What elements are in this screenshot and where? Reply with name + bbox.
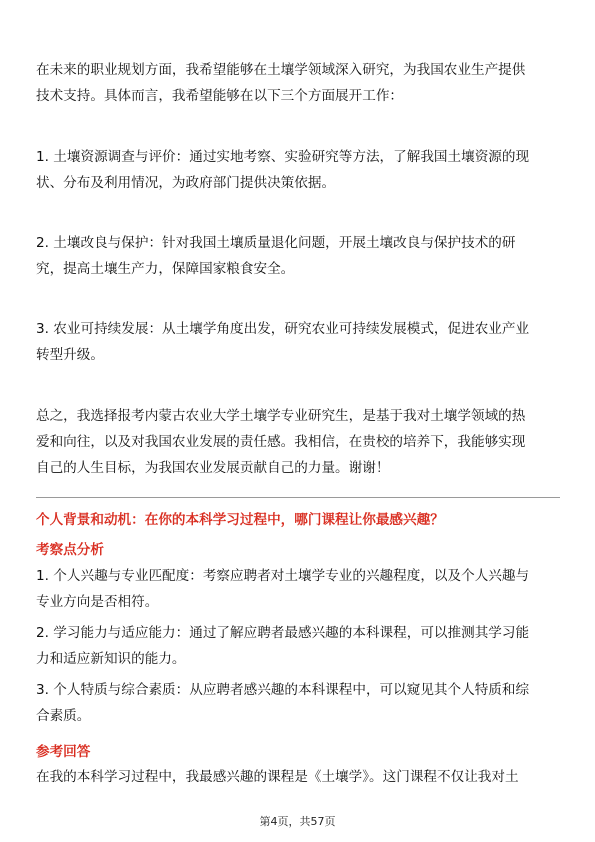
plan-item-3-line-2: 转型升级。 [36, 347, 104, 363]
plan-item-2-line-1: 2. 土壤改良与保护：针对我国土壤质量退化问题，开展土壤改良与保护技术的研 [36, 235, 516, 251]
plan-item-3 [36, 316, 562, 368]
plan-item-2 [36, 230, 562, 282]
plan-item-1-line-2: 状、分布及利用情况，为政府部门提供决策依据。 [36, 175, 336, 191]
conclusion-line-3: 自己的人生目标，为我国农业发展贡献自己的力量。谢谢！ [36, 460, 390, 476]
analysis-item-2 [36, 620, 562, 672]
intro-line-2: 技术支持。具体而言，我希望能够在以下三个方面展开工作： [36, 88, 404, 104]
plan-item-1 [36, 144, 562, 196]
answer-paragraph [36, 764, 562, 790]
page-number-footer: 第4页，共57页 [259, 815, 336, 828]
document-page [36, 0, 562, 842]
intro-line-1: 在未来的职业规划方面，我希望能够在土壤学领域深入研究，为我国农业生产提供 [36, 62, 526, 78]
analysis-heading: 考察点分析 [36, 542, 104, 558]
intro-paragraph [36, 57, 562, 109]
conclusion-paragraph [36, 403, 562, 481]
question-heading: 个人背景和动机：在你的本科学习过程中，哪门课程让你最感兴趣？ [36, 512, 444, 528]
analysis-item-2-line-1: 2. 学习能力与适应能力：通过了解应聘者最感兴趣的本科课程，可以推测其学习能 [36, 625, 530, 641]
conclusion-line-1: 总之，我选择报考内蒙古农业大学土壤学专业研究生，是基于我对土壤学领域的热 [36, 408, 526, 424]
plan-item-1-line-1: 1. 土壤资源调查与评价：通过实地考察、实验研究等方法，了解我国土壤资源的现 [36, 149, 530, 165]
analysis-item-3-line-1: 3. 个人特质与综合素质：从应聘者感兴趣的本科课程中，可以窥见其个人特质和综 [36, 682, 530, 698]
analysis-item-1 [36, 563, 562, 615]
plan-item-3-line-1: 3. 农业可持续发展：从土壤学角度出发，研究农业可持续发展模式，促进农业产业 [36, 321, 530, 337]
conclusion-line-2: 爱和向往，以及对我国农业发展的责任感。我相信，在贵校的培养下，我能够实现 [36, 434, 526, 450]
answer-line-1: 在我的本科学习过程中，我最感兴趣的课程是《土壤学》。这门课程不仅让我对土 [36, 769, 519, 785]
analysis-item-1-line-2: 专业方向是否相符。 [36, 594, 159, 610]
analysis-item-2-line-2: 力和适应新知识的能力。 [36, 651, 186, 667]
analysis-item-3-line-2: 合素质。 [36, 708, 91, 724]
analysis-item-3 [36, 677, 562, 729]
analysis-item-1-line-1: 1. 个人兴趣与专业匹配度：考察应聘者对土壤学专业的兴趣程度，以及个人兴趣与 [36, 568, 530, 584]
section-divider [36, 497, 560, 498]
answer-heading: 参考回答 [36, 744, 91, 760]
plan-item-2-line-2: 究，提高土壤生产力，保障国家粮食安全。 [36, 261, 295, 277]
